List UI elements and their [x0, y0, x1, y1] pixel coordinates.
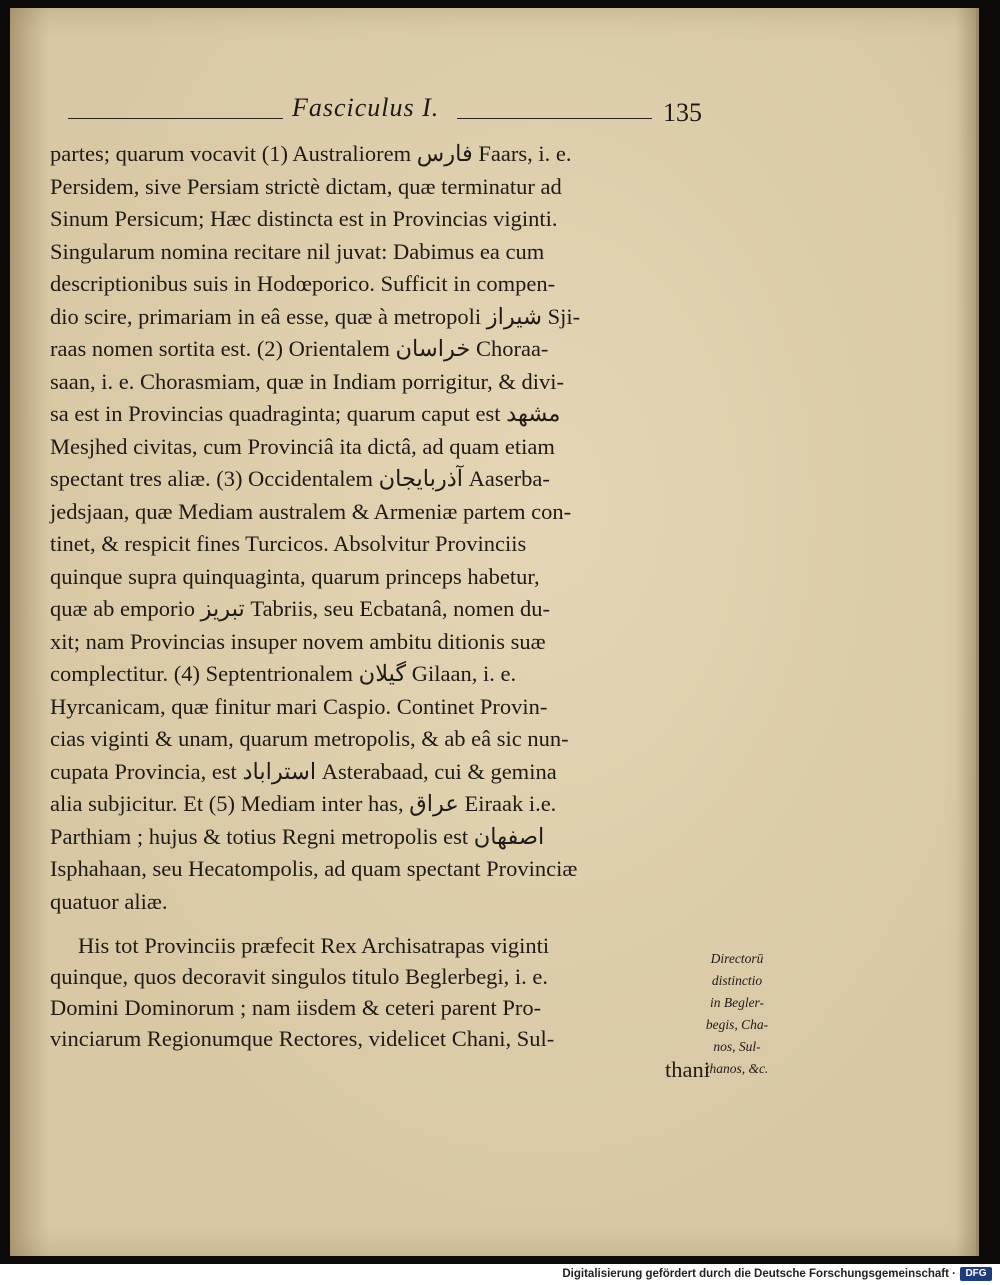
second-paragraph — [50, 930, 710, 1085]
text-line: cias viginti & unam, quarum metropolis, & ab eâ sic nun- — [50, 726, 569, 751]
text-line: descriptionibus suis in Hodœporico. Sufficit in compen- — [50, 271, 556, 296]
marginal-line: Directorū — [710, 951, 764, 966]
marginal-note — [687, 948, 787, 1080]
text-line: tinet, & respicit fines Turcicos. Absolvitur Provinciis — [50, 531, 527, 556]
digitization-footer — [0, 1264, 1000, 1285]
text-line: jedsjaan, quæ Mediam australem & Armeniæ partem con- — [50, 498, 572, 524]
text-line: Parthiam ; hujus & totius Regni metropolis est اصفهان — [50, 823, 545, 849]
text-line: vinciarum Regionumque Rectores, videlicet Chani, Sul- — [50, 1026, 555, 1051]
text-line: Isphahaan, seu Hecatompolis, ad quam spectant Provinciæ — [50, 856, 578, 881]
text-line: quatuor aliæ. — [50, 888, 168, 914]
text-line: xit; nam Provincias insuper novem ambitu ditionis suæ — [50, 628, 546, 654]
header-rule-left — [68, 118, 283, 119]
text-line: Mesjhed civitas, cum Provinciâ ita dictâ, ad quam etiam — [50, 433, 555, 459]
page-number: 135 — [663, 98, 702, 127]
footer-credit: Digitalisierung gefördert durch die Deutsche Forschungsgemeinschaft · — [562, 1268, 956, 1280]
marginal-line: thanos, &c. — [705, 1061, 769, 1076]
marginal-line: begis, Cha- — [705, 1017, 769, 1032]
marginal-line: distinctio — [711, 973, 763, 988]
text-line: partes; quarum vocavit (1) Australiorem فارس Faars, i. e. — [50, 141, 572, 166]
text-line: sa est in Provincias quadraginta; quarum caput est مشهد — [50, 401, 561, 426]
catchword: thani — [665, 1057, 710, 1082]
text-line: saan, i. e. Chorasmiam, quæ in Indiam porrigitur, & divi- — [50, 368, 565, 394]
text-line: Hyrcanicam, quæ finitur mari Caspio. Continet Provin- — [50, 693, 548, 719]
text-line: Persidem, sive Persiam strictè dictam, quæ terminatur ad — [50, 173, 562, 199]
text-line: spectant tres aliæ. (3) Occidentalem آذربايجان Aaserba- — [50, 466, 550, 491]
text-line: Domini Dominorum ; nam iisdem & ceteri parent Pro- — [50, 995, 542, 1020]
text-line: dio scire, primariam in eâ esse, quæ à metropoli شيراز Sji- — [50, 303, 581, 329]
header-rule-right — [457, 118, 652, 119]
text-line: complectitur. (4) Septentrionalem گيلان Gilaan, i. e. — [50, 661, 517, 686]
text-line: Singularum nomina recitare nil juvat: Dabimus ea cum — [50, 238, 545, 264]
text-line: cupata Provincia, est استراباد Asterabaad, cui & gemina — [50, 758, 557, 784]
running-title: Fasciculus I. — [292, 93, 440, 122]
text-line: alia subjicitur. Et (5) Mediam inter has, عراق Eiraak i.e. — [50, 791, 557, 816]
dfg-logo: DFG — [960, 1267, 992, 1281]
book-page — [10, 8, 979, 1256]
text-line: quinque supra quinquaginta, quarum princeps habetur, — [50, 563, 540, 589]
text-line: Sinum Persicum; Hæc distincta est in Provincias viginti. — [50, 206, 558, 231]
text-line: quæ ab emporio تبريز Tabriis, seu Ecbatanâ, nomen du- — [50, 596, 550, 621]
marginal-line: in Begler- — [709, 995, 765, 1010]
marginal-line: nos, Sul- — [713, 1039, 761, 1054]
main-paragraph — [50, 138, 710, 918]
text-line: quinque, quos decoravit singulos titulo Beglerbegi, i. e. — [50, 964, 549, 989]
text-line: raas nomen sortita est. (2) Orientalem خراسان Choraa- — [50, 336, 549, 361]
text-line: His tot Provinciis præfecit Rex Archisatrapas viginti — [78, 933, 550, 958]
